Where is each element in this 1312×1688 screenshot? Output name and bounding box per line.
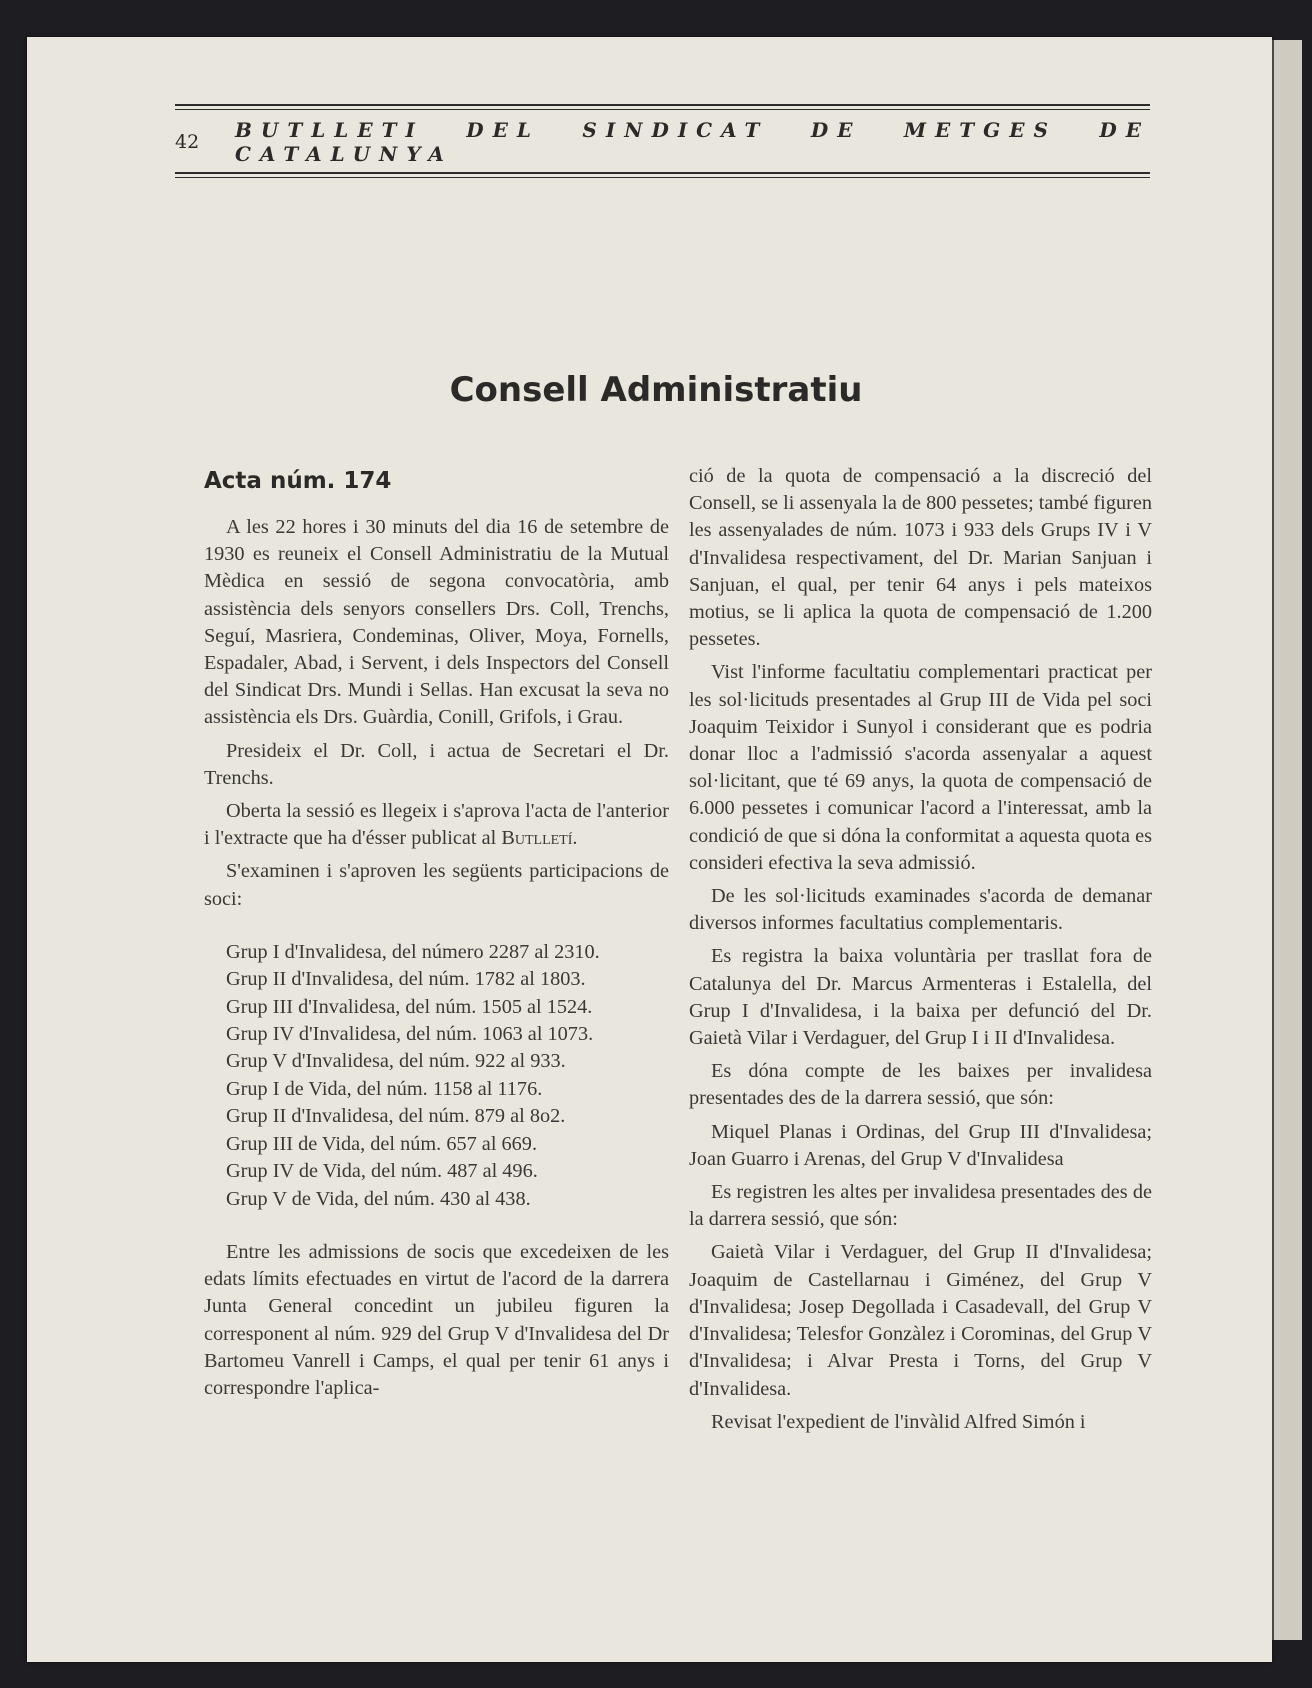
paragraph: Presideix el Dr. Coll, i actua de Secretari el Dr. Trenchs. bbox=[204, 739, 669, 789]
grup-item: Grup IV de Vida, del núm. 487 al 496. bbox=[226, 1160, 538, 1183]
paragraph: Es dóna compte de les baixes per invalidesa presentades des de la darrera sessió, que són: bbox=[689, 1060, 1152, 1110]
grup-item: Grup I de Vida, del núm. 1158 al 1176. bbox=[226, 1077, 543, 1100]
paragraph: Es registra la baixa voluntària per trasllat fora de Catalunya del Dr. Marcus Armenteras i Estalella, del Grup I d'Invalidesa, i la baixa per defunció del Dr. Gaietà Vilar i Verdaguer, del Grup I i II d'Invalidesa. bbox=[689, 945, 1152, 1050]
paragraph: Vist l'informe facultatiu complementari practicat per les sol·licituds presentades al Grup III de Vida pel soci Joaquim Teixidor i Sunyol i considerant que es podria donar lloc a l'admissió s'acorda assenyalar a aquest sol·licitant, que té 69 anys, la quota de compensació de 6.000 pessetes i comunicar l'acord a l'interessat, amb la condició de que si dóna la conformitat a aquesta quota es consideri efectiva la seva admissió. bbox=[689, 661, 1152, 874]
right-column bbox=[689, 463, 1152, 1442]
paragraph: Revisat l'expedient de l'invàlid Alfred Simón i bbox=[711, 1410, 1086, 1433]
paragraph: Miquel Planas i Ordinas, del Grup III d'Invalidesa; Joan Guarro i Arenas, del Grup V d'Invalidesa bbox=[689, 1120, 1152, 1170]
paragraph: A les 22 hores i 30 minuts del dia 16 de setembre de 1930 es reuneix el Consell Administratiu de la Mutual Mèdica en sessió de segona convocatòria, amb assistència dels senyors consellers Drs. Coll, Trenchs, Seguí, Masriera, Condeminas, Oliver, Moya, Fornells, Espadaler, Abad, i Servent, i dels Inspectors del Consell del Sindicat Drs. Mundi i Sellas. Han excusat la seva no assistència els Drs. Guàrdia, Conill, Grifols, i Grau. bbox=[204, 516, 669, 729]
paragraph: De les sol·licituds examinades s'acorda de demanar diversos informes facultatius complementaris. bbox=[689, 885, 1152, 935]
paragraph bbox=[204, 798, 669, 852]
paragraph: Es registren les altes per invalidesa presentades des de la darrera sessió, que són: bbox=[689, 1181, 1152, 1231]
grup-item: Grup II d'Invalidesa, del núm. 1782 al 1803. bbox=[226, 968, 586, 991]
grup-item: Grup IV d'Invalidesa, del núm. 1063 al 1073. bbox=[226, 1023, 594, 1046]
grup-item: Grup II d'Invalidesa, del núm. 879 al 8o2. bbox=[226, 1105, 566, 1128]
grups-list bbox=[204, 939, 669, 1213]
header-rule-top bbox=[175, 104, 1150, 106]
header-rule-bottom-thin bbox=[175, 177, 1150, 178]
acta-title: Acta núm. 174 bbox=[204, 468, 392, 494]
paragraph: Entre les admissions de socis que excedeixen de les edats límits efectuades en virtut de l'acord de la darrera Junta General concedint un jubileu figuren la corresponent al núm. 929 del Grup V d'Invalidesa del Dr Bartomeu Vanrell i Camps, el qual per tenir 61 anys i correspondre l'aplica- bbox=[204, 1240, 669, 1399]
page-number: 42 bbox=[175, 131, 200, 153]
paragraph: S'examinen i s'aproven les següents participacions de soci: bbox=[204, 860, 669, 910]
paragraph: ció de la quota de compensació a la discreció del Consell, se li assenyala la de 800 pessetes; també figuren les assenyalades de núm. 1073 i 933 dels Grups IV i V d'Invalidesa respectivament, del Dr. Marian Sanjuan i Sanjuan, el qual, per tenir 64 anys i pels mateixos motius, se li aplica la quota de compensació de 1.200 pessetes. bbox=[689, 465, 1152, 651]
grup-item: Grup III d'Invalidesa, del núm. 1505 al 1524. bbox=[226, 995, 593, 1018]
paragraph-text: Oberta la sessió es llegeix i s'aprova l'acta de l'anterior i l'extracte que ha d'ésser publicat al bbox=[204, 800, 669, 850]
running-header bbox=[175, 104, 1150, 178]
grup-item: Grup V d'Invalidesa, del núm. 922 al 933. bbox=[226, 1050, 566, 1073]
header-rule-bottom bbox=[175, 172, 1150, 174]
grup-item: Grup I d'Invalidesa, del número 2287 al 2310. bbox=[226, 940, 600, 963]
paragraph: Gaietà Vilar i Verdaguer, del Grup II d'Invalidesa; Joaquim de Castellarnau i Giménez, del Grup V d'Invalidesa; Josep Degollada i Casadevall, del Grup V d'Invalidesa; Telesfor Gonzàlez i Corominas, del Grup V d'Invalidesa; i Alvar Presta i Torns, del Grup V d'Invalidesa. bbox=[689, 1241, 1152, 1400]
left-column bbox=[204, 462, 669, 1408]
journal-title: BUTLLETI DEL SINDICAT DE METGES DE CATALUNYA bbox=[235, 118, 1150, 166]
facing-page-edge bbox=[1272, 40, 1302, 1640]
butlleti-smallcaps: Butlletí. bbox=[501, 827, 578, 850]
section-title: Consell Administratiu bbox=[449, 370, 863, 410]
header-row bbox=[175, 110, 1150, 172]
grup-item: Grup III de Vida, del núm. 657 al 669. bbox=[226, 1132, 538, 1155]
grup-item: Grup V de Vida, del núm. 430 al 438. bbox=[226, 1187, 531, 1210]
